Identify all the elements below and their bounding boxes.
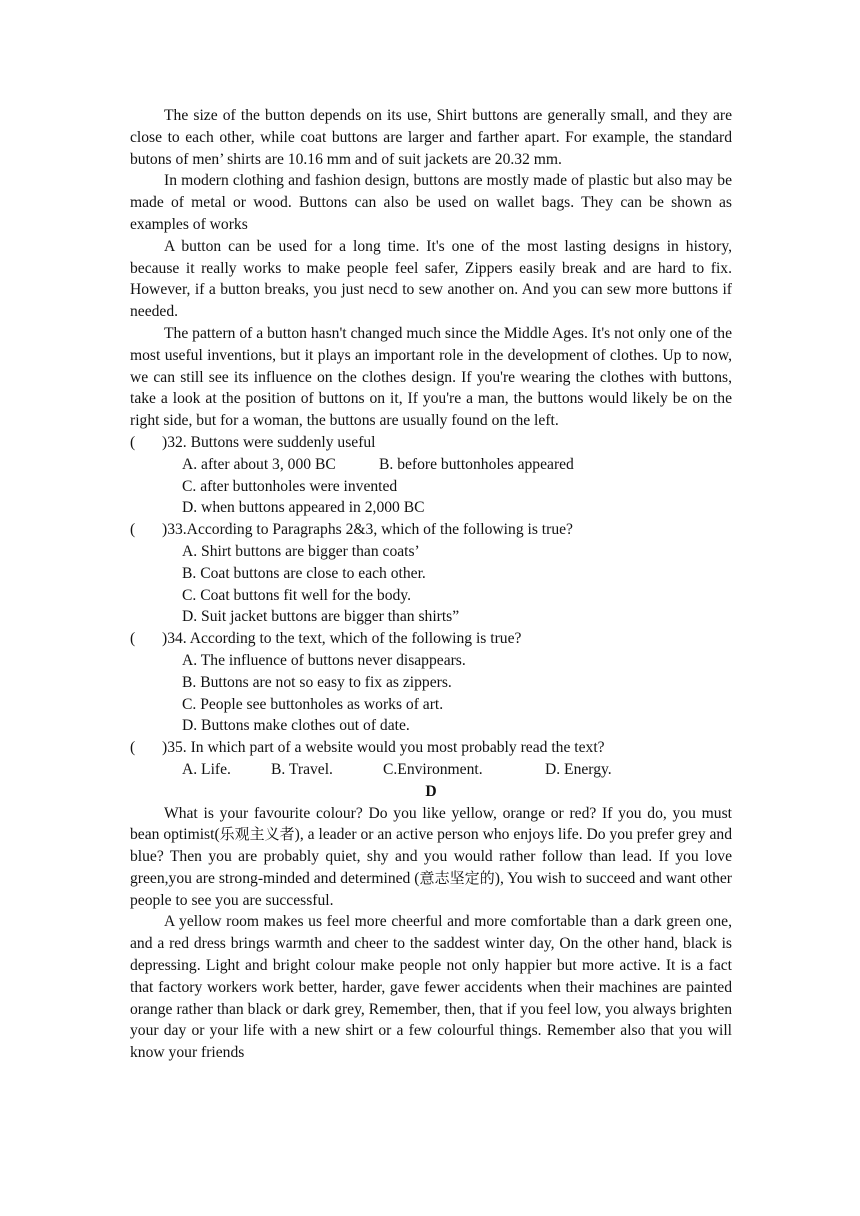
passage-d-heading: D [425, 782, 437, 800]
question-33-option-d: D. Suit jacket buttons are bigger than shirts” [182, 608, 460, 626]
passage-d-p1-text-a: What is your favourite colour? Do you like yellow, orange or red? If you do, you must bean optimist( [130, 804, 732, 844]
question-35 [130, 737, 732, 759]
question-32-option-b: B. before buttonholes appeared [379, 455, 574, 473]
question-34 [130, 628, 732, 650]
question-34-option-c: C. People see buttonholes as works of art. [182, 695, 444, 713]
passage-d-p1-text-c: ), You wish to succeed and want other people to see you are successful. [130, 869, 732, 909]
answer-blank[interactable]: ( [130, 433, 136, 451]
question-35-option-b: B. Travel. [271, 760, 333, 778]
question-33-option-b: B. Coat buttons are close to each other. [182, 564, 426, 582]
passage-d-p1-text-b: ), a leader or an active person who enjoys life. Do you prefer grey and blue? Then you are probably quiet, shy and you would rather follow than lead. If you love green,you are strong-minded and determined ( [130, 826, 732, 887]
document-page [130, 105, 732, 1064]
question-33 [130, 519, 732, 541]
question-32-option-c: C. after buttonholes were invented [182, 477, 398, 495]
passage-d-p1-chinese-gloss-2: 意志坚定的 [419, 868, 495, 887]
question-35-option-d: D. Energy. [545, 760, 612, 778]
question-35-option-c: C.Environment. [383, 760, 483, 778]
answer-blank[interactable]: ( [130, 521, 136, 539]
question-32-option-d: D. when buttons appeared in 2,000 BC [182, 499, 425, 517]
question-32-option-a: A. after about 3, 000 BC [182, 455, 336, 473]
question-33-option-c: C. Coat buttons fit well for the body. [182, 586, 411, 604]
question-35-stem: )35. In which part of a website would you most probably read the text? [162, 739, 605, 757]
question-35-options [130, 759, 732, 781]
question-33-stem: )33.According to Paragraphs 2&3, which of the following is true? [162, 521, 573, 539]
question-32-stem: )32. Buttons were suddenly useful [162, 433, 376, 451]
passage-c-paragraph-1: The size of the button depends on its use, Shirt buttons are generally small, and they are close to each other, while coat buttons are larger and farther apart. For example, the standard butons of men’ shirts are 10.16 mm and of suit jackets are 20.32 mm. [130, 107, 732, 168]
passage-c-paragraph-4: The pattern of a button hasn't changed much since the Middle Ages. It's not only one of the most useful inventions, but it plays an important role in the development of clothes. Up to now, we can still see its influence on the clothes design. If you're wearing the clothes with buttons, take a look at the position of buttons on it, If you're a man, the buttons would likely be on the right side, but for a woman, the buttons are usually found on the left. [130, 324, 732, 430]
question-33-option-a: A. Shirt buttons are bigger than coats’ [182, 542, 420, 560]
answer-blank[interactable]: ( [130, 739, 136, 757]
question-34-option-a: A. The influence of buttons never disappears. [182, 651, 466, 669]
question-35-option-a: A. Life. [182, 760, 231, 778]
question-34-option-d: D. Buttons make clothes out of date. [182, 717, 410, 735]
question-32-options-ab [130, 454, 732, 476]
passage-c-paragraph-2: In modern clothing and fashion design, buttons are mostly made of plastic but also may be made of metal or wood. Buttons can also be used on wallet bags. They can be shown as examples of works [130, 172, 732, 233]
question-32 [130, 432, 732, 454]
question-34-stem: )34. According to the text, which of the following is true? [162, 630, 522, 648]
passage-d-paragraph-2: A yellow room makes us feel more cheerful and more comfortable than a dark green one, and a red dress brings warmth and cheer to the saddest winter day, On the other hand, black is depressing. Light and bright colour make people not only happier but more active. It is a fact that factory workers work better, harder, gave fewer accidents when their machines are painted orange rather than black or dark grey, Remember, then, that if you feel low, you always brighten your day or your life with a new shirt or a few colourful things. Remember also that you will know your friends [130, 913, 732, 1062]
passage-d-paragraph-1 [130, 803, 732, 912]
passage-d-p1-chinese-gloss-1: 乐观主义者 [219, 825, 295, 844]
question-34-option-b: B. Buttons are not so easy to fix as zippers. [182, 673, 452, 691]
passage-c-paragraph-3: A button can be used for a long time. It's one of the most lasting designs in history, because it really works to make people feel safer, Zippers easily break and are hard to fix. However, if a button breaks, you just necd to sew another on. And you can sew more buttons if needed. [130, 237, 732, 321]
answer-blank[interactable]: ( [130, 630, 136, 648]
